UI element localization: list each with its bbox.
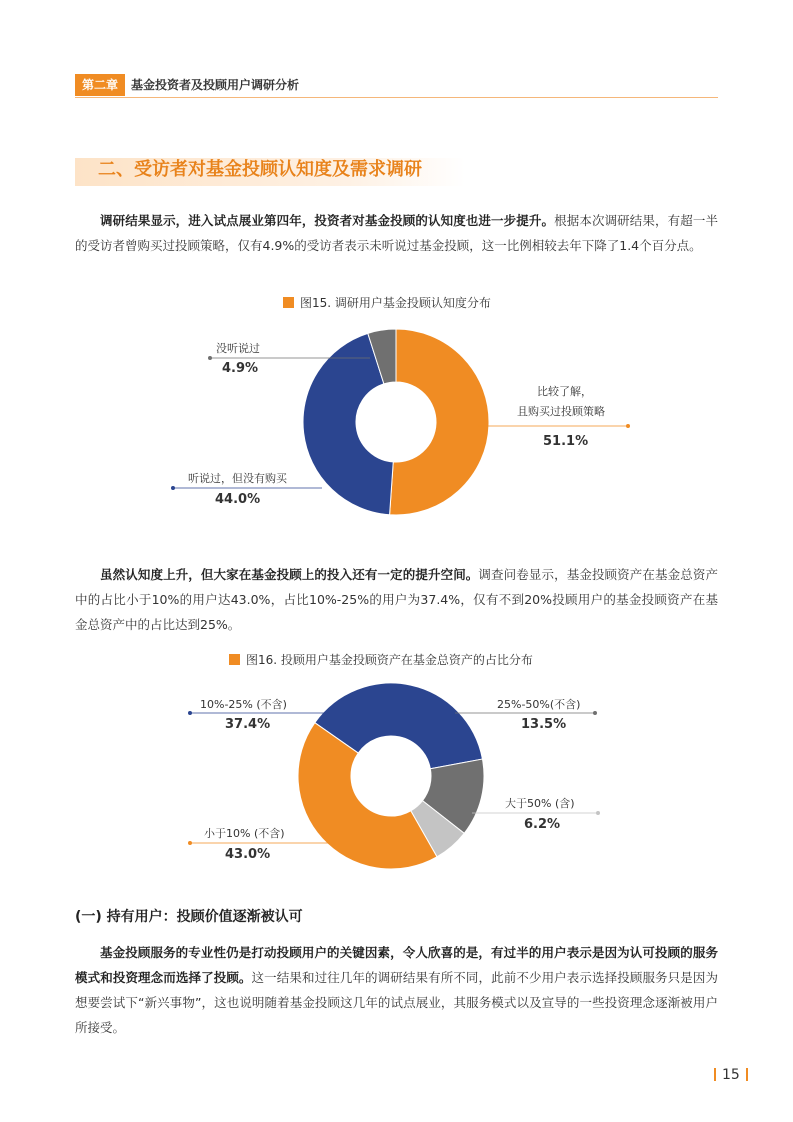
- chart-15-value-purchased: 51.1%: [543, 434, 589, 449]
- section-title: 二、受访者对基金投顾认知度及需求调研: [98, 159, 422, 180]
- chart-16-value-under-10: 43.0%: [225, 847, 271, 862]
- leader-dot-under-10: [188, 841, 192, 845]
- leader-dot-heard: [171, 486, 175, 490]
- leader-dot-over-50: [596, 811, 600, 815]
- chapter-title: 基金投资者及投顾用户调研分析: [131, 78, 300, 92]
- page-bar-right: [746, 1068, 748, 1081]
- chart-15-value-heard: 44.0%: [215, 492, 261, 507]
- slice-purchased: [390, 329, 489, 515]
- chart-16-value-10-25: 37.4%: [225, 717, 271, 732]
- paragraph-lead: 基金投顾服务的专业性仍是打动投顾用户的关键因素，令人欣喜的是，有过半的用户表示是因为认可投顾的服务模式和投资理念而选择了投顾。: [75, 945, 718, 985]
- figure-caption: 图15. 调研用户基金投顾认知度分布: [283, 294, 491, 312]
- donut-chart-16: [298, 683, 484, 869]
- chart-15-label-heard: 听说过，但没有购买: [188, 472, 287, 485]
- chart-15-label-purchased-line2: 且购买过投顾策略: [517, 405, 605, 418]
- paragraph-body: 调查问卷显示，基金投顾资产在基金总资产中的占比小于10%的用户达43.0%，占比10%-25%的用户为37.4%，仅有不到20%投顾用户的基金投顾资产在基金总资产中的占比达到25%。: [75, 567, 718, 632]
- chart-16-label-under-10: 小于10% (不含): [204, 827, 285, 840]
- leader-dot-25-50: [593, 711, 597, 715]
- chart-15-value-not-heard: 4.9%: [222, 361, 259, 376]
- paragraph-body: 这一结果和过往几年的调研结果有所不同，此前不少用户表示选择投顾服务只是因为想要尝试下“新兴事物”，这也说明随着基金投顾这几年的试点展业，其服务模式以及宣导的一些投资理念逐渐被用户所接受。: [75, 970, 718, 1035]
- chart-16-value-over-50: 6.2%: [524, 817, 561, 832]
- page-number: 15: [708, 1065, 754, 1085]
- paragraph-lead: 调研结果显示，进入试点展业第四年，投资者对基金投顾的认知度也进一步提升。: [100, 213, 555, 228]
- paragraph-body: 根据本次调研结果，有超一半的受访者曾购买过投顾策略，仅有4.9%的受访者表示未听说过基金投顾，这一比例相较去年下降了1.4个百分点。: [75, 213, 718, 253]
- chapter-tag: 第二章: [75, 74, 125, 96]
- chart-15-label-not-heard: 没听说过: [216, 342, 260, 355]
- chart-16-value-25-50: 13.5%: [521, 717, 567, 732]
- caption-square-icon: [229, 654, 240, 665]
- leader-dot-purchased: [626, 424, 630, 428]
- paragraph-investment: [75, 562, 718, 637]
- donut-chart-15: [303, 329, 489, 515]
- leader-dot-10-25: [188, 711, 192, 715]
- subsection-title: (一) 持有用户：投顾价值逐渐被认可: [75, 909, 303, 925]
- chart-16-label-10-25: 10%-25% (不含): [200, 698, 287, 711]
- paragraph-lead: 虽然认知度上升，但大家在基金投顾上的投入还有一定的提升空间。: [100, 567, 479, 582]
- chart-16-label-over-50: 大于50% (含): [505, 797, 575, 810]
- chart-15-label-purchased-line1: 比较了解，: [537, 385, 592, 398]
- page-bar-left: [714, 1068, 716, 1081]
- chart-16-label-25-50: 25%-50%(不含): [497, 698, 581, 711]
- paragraph-holding-users: [75, 940, 718, 1040]
- figure-caption: 图16. 投顾用户基金投顾资产在基金总资产的占比分布: [229, 651, 533, 669]
- leader-dot-not-heard: [208, 356, 212, 360]
